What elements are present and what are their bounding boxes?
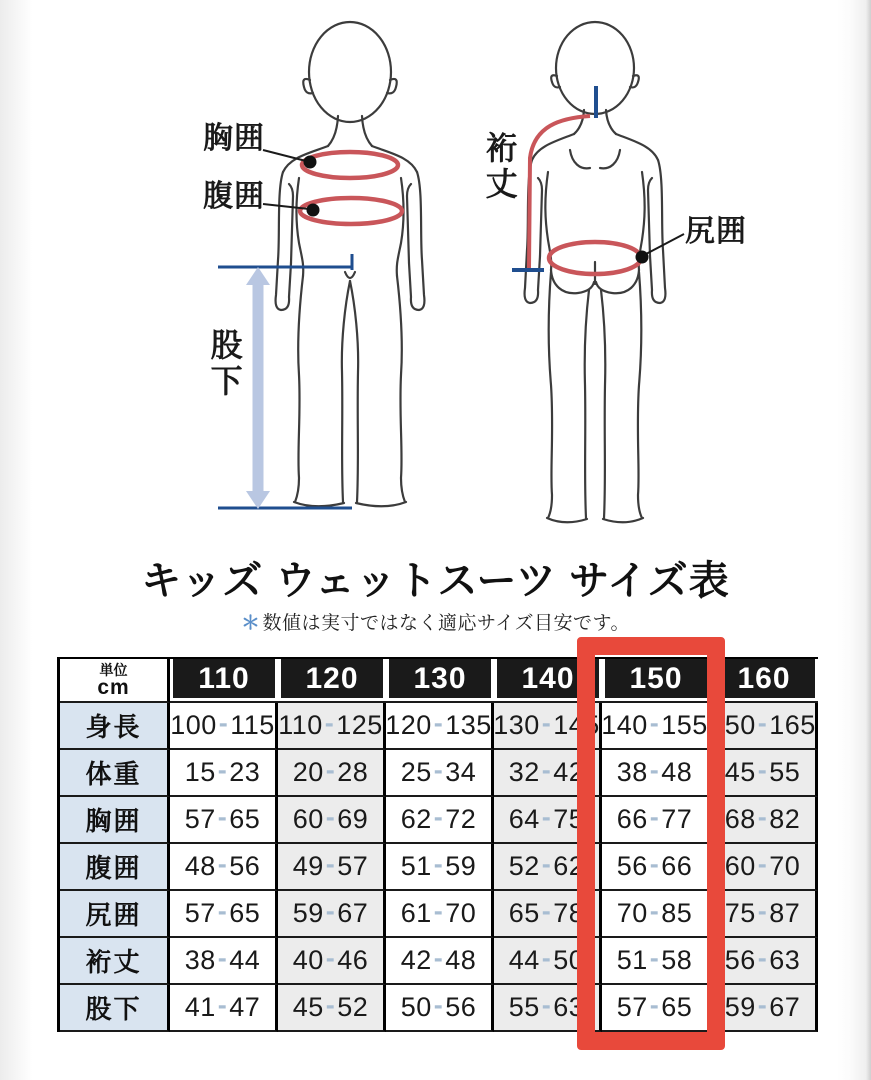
chest-leader-line	[263, 150, 306, 161]
size-column-header: 120	[281, 659, 383, 698]
size-cell: 50 - 56	[386, 985, 494, 1032]
size-table	[57, 657, 818, 1032]
size-column-header-cell	[710, 659, 818, 703]
row-label: 尻囲	[60, 891, 170, 938]
inseam-label: 股下	[206, 328, 243, 400]
size-cell: 70 - 85	[602, 891, 710, 938]
size-cell: 57 - 65	[602, 985, 710, 1032]
hip-label: 尻囲	[685, 215, 747, 248]
row-label: 腹囲	[60, 844, 170, 891]
sleeve-label: 裄丈	[481, 131, 518, 203]
size-column-header-cell	[494, 659, 602, 703]
size-column-header: 130	[389, 659, 491, 698]
size-cell: 38 - 48	[602, 750, 710, 797]
size-cell: 66 - 77	[602, 797, 710, 844]
size-cell: 120 - 135	[386, 703, 494, 750]
size-cell: 59 - 67	[278, 891, 386, 938]
size-cell: 140 - 155	[602, 703, 710, 750]
size-cell: 64 - 75	[494, 797, 602, 844]
unit-label-bottom: cm	[97, 675, 130, 699]
row-label: 裄丈	[60, 938, 170, 985]
size-cell: 20 - 28	[278, 750, 386, 797]
size-cell: 41 - 47	[170, 985, 278, 1032]
unit-label-top: 単位	[99, 661, 128, 678]
size-cell: 32 - 42	[494, 750, 602, 797]
size-cell: 59 - 67	[710, 985, 818, 1032]
size-cell: 42 - 48	[386, 938, 494, 985]
size-column-header: 110	[173, 659, 275, 698]
row-label: 股下	[60, 985, 170, 1032]
size-cell: 57 - 65	[170, 797, 278, 844]
size-cell: 56 - 63	[710, 938, 818, 985]
front-figure	[276, 22, 425, 506]
size-cell: 51 - 59	[386, 844, 494, 891]
size-cell: 100 - 115	[170, 703, 278, 750]
page-title: キッズ ウェットスーツ サイズ表	[141, 559, 730, 603]
size-cell: 62 - 72	[386, 797, 494, 844]
size-cell: 56 - 66	[602, 844, 710, 891]
hip-dot	[636, 251, 649, 264]
size-cell: 57 - 65	[170, 891, 278, 938]
size-cell: 40 - 46	[278, 938, 386, 985]
size-cell: 38 - 44	[170, 938, 278, 985]
unit-cell	[60, 659, 170, 703]
size-cell: 49 - 57	[278, 844, 386, 891]
size-cell: 65 - 78	[494, 891, 602, 938]
row-label: 胸囲	[60, 797, 170, 844]
size-column-header-cell	[386, 659, 494, 703]
size-cell: 44 - 50	[494, 938, 602, 985]
size-column-header-cell	[170, 659, 278, 703]
hip-leader-line	[646, 234, 684, 254]
size-column-header: 160	[713, 659, 815, 698]
subtitle-text: 数値は実寸ではなく適応サイズ目安です。	[262, 613, 630, 634]
size-cell: 45 - 52	[278, 985, 386, 1032]
size-cell: 45 - 55	[710, 750, 818, 797]
size-cell: 75 - 87	[710, 891, 818, 938]
size-cell: 61 - 70	[386, 891, 494, 938]
belly-dot	[307, 204, 320, 217]
size-cell: 130 - 145	[494, 703, 602, 750]
chest-dot	[304, 156, 317, 169]
belly-label: 腹囲	[203, 180, 265, 213]
size-column-header: 140	[497, 659, 599, 698]
size-column-header-cell	[278, 659, 386, 703]
size-cell: 51 - 58	[602, 938, 710, 985]
size-cell: 110 - 125	[278, 703, 386, 750]
row-label: 身長	[60, 703, 170, 750]
inseam-arrow	[246, 267, 270, 509]
size-cell: 60 - 69	[278, 797, 386, 844]
page-subtitle	[0, 608, 871, 635]
size-cell: 25 - 34	[386, 750, 494, 797]
chest-band	[302, 152, 398, 178]
size-cell: 48 - 56	[170, 844, 278, 891]
size-cell: 68 - 82	[710, 797, 818, 844]
size-cell: 55 - 63	[494, 985, 602, 1032]
size-cell: 52 - 62	[494, 844, 602, 891]
chest-label: 胸囲	[203, 122, 265, 155]
subtitle-asterisk: ＊	[241, 613, 261, 634]
row-label: 体重	[60, 750, 170, 797]
size-cell: 15 - 23	[170, 750, 278, 797]
size-cell: 60 - 70	[710, 844, 818, 891]
size-column-header-cell	[602, 659, 710, 703]
size-column-header-highlighted: 150	[605, 659, 707, 698]
size-cell: 150 - 165	[710, 703, 818, 750]
